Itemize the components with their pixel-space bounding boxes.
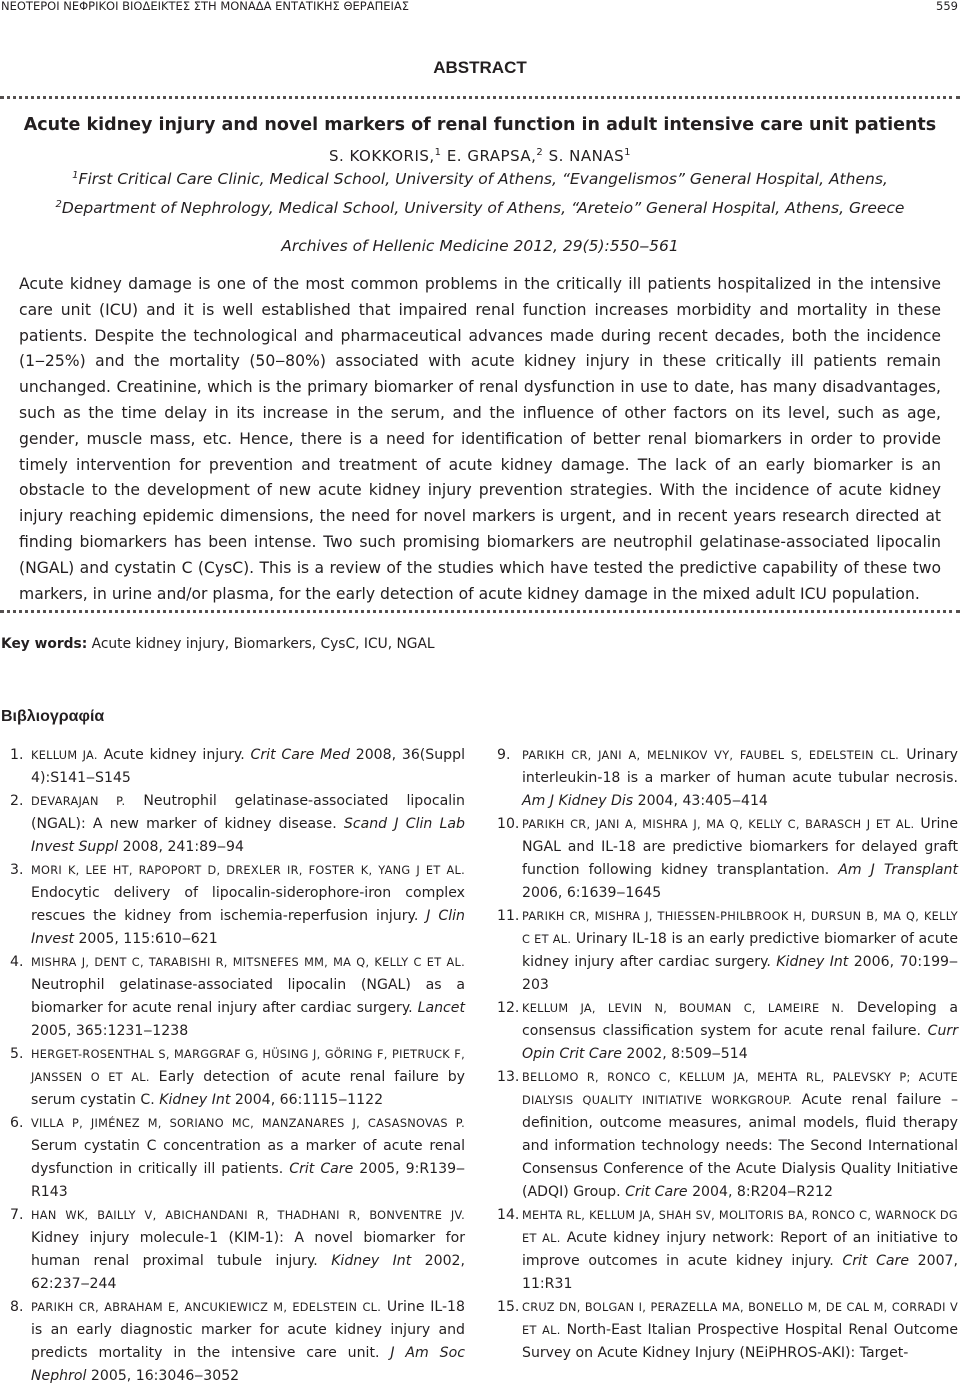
reference-details: 2005, 115:610‒621 xyxy=(73,931,218,947)
reference-title: Urinary interleukin-18 is a marker of human acute tubular necrosis. xyxy=(522,747,958,786)
reference-item xyxy=(10,744,465,790)
reference-number: 4. xyxy=(10,954,24,970)
reference-details: 2006, 6:1639‒1645 xyxy=(522,885,662,901)
reference-item xyxy=(497,997,958,1066)
reference-title: Urinary IL-18 is an early predictive biomarker of acute kidney injury after cardiac surgery. xyxy=(522,931,958,970)
reference-journal: Kidney Int xyxy=(776,954,849,970)
reference-title: Early detection of acute renal failure by serum cystatin C. xyxy=(31,1069,465,1108)
author-affiliation-mark: 1 xyxy=(624,147,631,158)
affiliation-mark: 2 xyxy=(55,198,62,210)
reference-details: 2004, 43:405‒414 xyxy=(633,793,768,809)
reference-title: Kidney injury molecule-1 (KIM-1): A novel biomarker for human renal proximal tubule injury. xyxy=(31,1230,465,1269)
reference-journal: Crit Care xyxy=(289,1161,354,1177)
reference-item xyxy=(497,744,958,813)
abstract-body: Acute kidney damage is one of the most common problems in the critically ill patients hospitalized in the intensive care unit (ICU) and it is well established that impaired renal function increases morbidity and mortality in these patients. Despite the technological and pharmaceutical advances made during recent decades, both the incidence (1‒25%) and the mortality (50‒80%) associated with acute kidney injury in these critically ill patients remain unchanged. Creatinine, which is the primary biomarker of renal dysfunction in use to date, has many disadvantages, such as the time delay in its increase in the serum, and the influence of other factors on its level, such as age, gender, muscle mass, etc. Hence, there is a need for identification of better renal biomarkers in order to provide timely intervention for prevention and treatment of acute kidney damage. The lack of an early biomarker is an obstacle to the development of new acute kidney injury prevention strategies. With the incidence of acute kidney injury reaching epidemic dimensions, the need for novel markers is urgent, and in recent years research directed at finding biomarkers has been intense. Two such promising biomarkers are neutrophil gelatinase-associated lipocalin (NGAL) and cystatin C (CysC). This is a review of the studies which have tested the predictive capability of these two markers, in urine and/or plasma, for the early detection of acute kidney damage in the mixed adult ICU population. xyxy=(19,275,941,603)
reference-number: 6. xyxy=(10,1115,24,1131)
abstract-heading: ABSTRACT xyxy=(433,58,527,77)
reference-title: Acute kidney injury network: Report of an initiative to improve outcomes in acute kidney injury. xyxy=(522,1230,958,1269)
reference-journal: Crit Care xyxy=(625,1184,688,1200)
reference-title: Endocytic delivery of lipocalin-siderophore-iron complex rescues the kidney from ischemia-reperfusion injury. xyxy=(31,885,465,924)
reference-authors: CRUZ DN, BOLGAN I, PERAZELLA MA, BONELLO M, DE CAL M, CORRADI V ET AL. xyxy=(522,1301,958,1337)
keywords-text: Acute kidney injury, Biomarkers, CysC, ICU, NGAL xyxy=(91,636,435,652)
reference-title: Serum cystatin C concentration as a marker of acute renal dysfunction in critically ill patients. xyxy=(31,1138,465,1177)
reference-journal: J Clin Invest xyxy=(31,908,465,947)
keywords xyxy=(1,635,941,653)
reference-details: 2005, 9:R139‒R143 xyxy=(31,1161,466,1200)
author-list xyxy=(0,147,960,165)
reference-journal: Scand J Clin Lab Invest Suppl xyxy=(31,816,465,855)
reference-journal: Kidney Int xyxy=(159,1092,231,1108)
reference-authors: MEHTA RL, KELLUM JA, SHAH SV, MOLITORIS BA, RONCO C, WARNOCK DG ET AL. xyxy=(522,1209,958,1245)
reference-authors: PARIKH CR, JANI A, MELNIKOV VY, FAUBEL S, EDELSTEIN CL. xyxy=(522,749,900,762)
reference-details: 2007, 11:R31 xyxy=(522,1253,958,1292)
reference-item xyxy=(497,1204,958,1296)
reference-number: 9. xyxy=(497,747,511,763)
reference-journal: Lancet xyxy=(417,1000,465,1016)
reference-details: 2008, 36(Suppl 4):S141‒S145 xyxy=(31,747,465,786)
references-heading: Βιβλιογραφία xyxy=(1,708,105,725)
reference-authors: HERGET-ROSENTHAL S, MARGGRAF G, HÜSING J, GÖRING F, PIETRUCK F, JANSSEN O ET AL. xyxy=(31,1048,465,1084)
running-head-title: ΝΕΟΤΕΡΟΙ ΝΕΦΡΙΚΟΙ ΒΙΟΔΕΙΚΤΕΣ ΣΤΗ ΜΟΝΑΔΑ ΕΝΤΑΤΙΚΗΣ ΘΕΡΑΠΕΙΑΣ xyxy=(1,0,410,13)
reference-number: 14. xyxy=(497,1207,520,1223)
reference-number: 3. xyxy=(10,862,24,878)
affiliation xyxy=(0,169,960,189)
author-name: E. GRAPSA, xyxy=(446,147,537,165)
affiliation-mark: 1 xyxy=(72,169,79,181)
reference-journal: Am J Kidney Dis xyxy=(522,793,634,809)
reference-item xyxy=(10,1204,465,1296)
author-affiliation-mark: 1 xyxy=(434,147,442,158)
reference-number: 15. xyxy=(497,1299,520,1315)
reference-number: 5. xyxy=(10,1046,24,1062)
reference-journal: J Am Soc Nephrol xyxy=(31,1345,465,1384)
reference-number: 11. xyxy=(497,908,520,924)
reference-item xyxy=(497,905,958,997)
affiliation-text: First Critical Care Clinic, Medical School, University of Athens, “Evangelismos” General Hospital, Athens, xyxy=(78,170,888,188)
reference-authors: KELLUM JA. xyxy=(31,749,98,762)
reference-journal: Crit Care Med xyxy=(250,747,350,763)
reference-journal: Crit Care xyxy=(842,1253,910,1269)
reference-item xyxy=(497,1296,958,1365)
reference-number: 2. xyxy=(10,793,24,809)
reference-authors: DEVARAJAN P. xyxy=(31,795,126,808)
reference-item xyxy=(497,813,958,905)
reference-journal: Am J Transplant xyxy=(838,862,958,878)
reference-number: 12. xyxy=(497,1000,520,1016)
author-name: S. KOKKORIS, xyxy=(328,147,435,165)
reference-number: 7. xyxy=(10,1207,24,1223)
dotted-divider-top xyxy=(0,96,960,99)
reference-authors: PARIKH CR, MISHRA J, THIESSEN-PHILBROOK H, DURSUN B, MA Q, KELLY C ET AL. xyxy=(522,910,958,946)
reference-details: 2005, 16:3046‒3052 xyxy=(86,1368,240,1384)
reference-details: 2002, 62:237‒244 xyxy=(31,1253,465,1292)
references-left-column xyxy=(10,744,465,1388)
journal-citation: Archives of Hellenic Medicine 2012, 29(5):550‒561 xyxy=(281,237,679,255)
reference-authors: HAN WK, BAILLY V, ABICHANDANI R, THADHANI R, BONVENTRE JV. xyxy=(31,1209,465,1222)
reference-title: Urine IL-18 is an early diagnostic marker for acute kidney injury and predicts mortality in the intensive care unit. xyxy=(31,1299,465,1361)
reference-title: Urine NGAL and IL-18 are predictive biomarkers for delayed graft function following kidney transplantation. xyxy=(522,816,959,878)
article-title: Acute kidney injury and novel markers of renal function in adult intensive care unit patients xyxy=(23,115,937,135)
reference-title: Neutrophil gelatinase-associated lipocalin (NGAL): A new marker of kidney disease. xyxy=(31,793,465,832)
reference-authors: PARIKH CR, JANI A, MISHRA J, MA Q, KELLY C, BARASCH J ET AL. xyxy=(522,818,915,831)
references-right-column xyxy=(497,744,958,1365)
reference-item xyxy=(10,790,465,859)
reference-authors: BELLOMO R, RONCO C, KELLUM JA, MEHTA RL, PALEVSKY P; ACUTE DIALYSIS QUALITY INITIATIVE WORKGROUP. xyxy=(522,1071,958,1107)
reference-journal: Curr Opin Crit Care xyxy=(522,1023,958,1062)
reference-title: Acute renal failure – definition, outcome measures, animal models, fluid therapy and information technology needs: The Second International Consensus Conference of the Acute Dialysis Quality Initiative (ADQI) Group. xyxy=(522,1092,958,1200)
reference-details: 2004, 8:R204‒R212 xyxy=(687,1184,833,1200)
affiliation xyxy=(0,198,960,218)
reference-title: Acute kidney injury. xyxy=(97,747,251,763)
reference-number: 8. xyxy=(10,1299,24,1315)
reference-item xyxy=(10,1296,465,1388)
reference-title: Neutrophil gelatinase-associated lipocalin (NGAL) as a biomarker for acute renal injury after cardiac surgery. xyxy=(31,977,465,1016)
reference-authors: KELLUM JA, LEVIN N, BOUMAN C, LAMEIRE N. xyxy=(522,1002,845,1015)
reference-item xyxy=(497,1066,958,1204)
dotted-divider-bottom xyxy=(0,610,960,613)
reference-number: 13. xyxy=(497,1069,520,1085)
reference-number: 1. xyxy=(10,747,24,763)
reference-number: 10. xyxy=(497,816,520,832)
author-affiliation-mark: 2 xyxy=(536,147,544,158)
reference-authors: MISHRA J, DENT C, TARABISHI R, MITSNEFES MM, MA Q, KELLY C ET AL. xyxy=(31,956,465,969)
reference-item xyxy=(10,1112,465,1204)
reference-authors: PARIKH CR, ABRAHAM E, ANCUKIEWICZ M, EDELSTEIN CL. xyxy=(31,1301,382,1314)
reference-item xyxy=(10,1043,465,1112)
reference-details: 2006, 70:199‒203 xyxy=(522,954,958,993)
reference-details: 2002, 8:509‒514 xyxy=(621,1046,748,1062)
reference-item xyxy=(10,951,465,1043)
reference-journal: Kidney Int xyxy=(331,1253,412,1269)
keywords-label: Key words: xyxy=(1,636,88,652)
reference-title: Developing a consensus classification system for acute renal failure. xyxy=(522,1000,958,1039)
reference-details: 2008, 241:89‒94 xyxy=(118,839,244,855)
page-number: 559 xyxy=(936,0,958,13)
reference-authors: VILLA P, JIMÉNEZ M, SORIANO MC, MANZANARES J, CASASNOVAS P. xyxy=(31,1117,465,1130)
affiliation-text: Department of Nephrology, Medical School, University of Athens, “Areteio” General Hospital, Athens, Greece xyxy=(61,199,905,217)
reference-details: 2005, 365:1231‒1238 xyxy=(31,1023,189,1039)
reference-details: 2004, 66:1115‒1122 xyxy=(230,1092,384,1108)
reference-item xyxy=(10,859,465,951)
reference-title: North-East Italian Prospective Hospital Renal Outcome Survey on Acute Kidney Injury (NEiPHROS-AKI): Target- xyxy=(522,1322,958,1361)
author-name: S. NANAS xyxy=(548,147,625,165)
running-head xyxy=(0,0,960,13)
reference-authors: MORI K, LEE HT, RAPOPORT D, DREXLER IR, FOSTER K, YANG J ET AL. xyxy=(31,864,465,877)
